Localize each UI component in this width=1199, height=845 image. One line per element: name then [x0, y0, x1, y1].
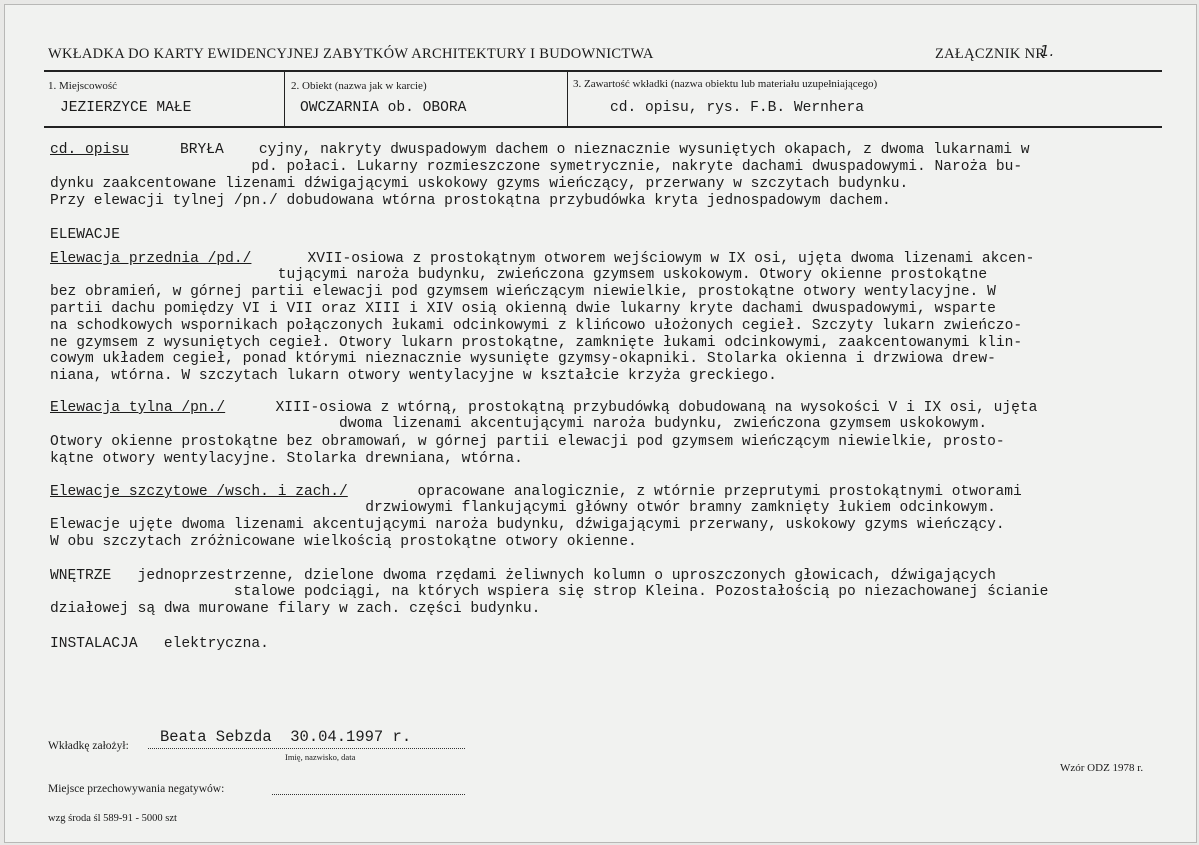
negatives-dotted-line: [272, 794, 465, 795]
body-line: Elewacje ujęte dwoma lizenami akcentującymi naroża budynku, dźwigającymi przerwany, uskokowy gzyms wieńczący.: [50, 517, 1005, 533]
elewacje-heading: ELEWACJE: [50, 227, 121, 243]
contents-label: 3. Zawartość wkładki (nazwa obiektu lub materiału uzupełniającego): [573, 78, 878, 90]
body-line: XVII-osiowa z prostokątnym otworem wejściowym w IX osi, ujęta dwoma lizenami akcen-: [290, 251, 1035, 267]
location-label: 1. Miejscowość: [48, 80, 118, 92]
body-line: BRYŁA cyjny, nakryty dwuspadowym dachem o nieznacznie wysuniętych okapach, z dwoma lukarnami w: [180, 142, 1030, 158]
body-line: niana, wtórna. W szczytach lukarn otwory wentylacyjne w kształcie krzyża greckiego.: [50, 368, 777, 384]
body-line: kątne otwory wentylacyjne. Stolarka drewniana, wtórna.: [50, 451, 523, 467]
body-line: działowej są dwa murowane filary w zach. części budynku.: [50, 601, 541, 617]
body-line: WNĘTRZE jednoprzestrzenne, dzielone dwoma rzędami żeliwnych kolumn o uproszczonych głowicach, dźwigających: [50, 568, 996, 584]
body-line: drzwiowymi flankującymi główny otwór bramny zamknięty łukiem odcinkowym.: [50, 500, 996, 516]
created-dotted-line: [148, 748, 465, 749]
body-line: W obu szczytach zróżnicowane wielkością prostokątne otwory okienne.: [50, 534, 637, 550]
attachment-label: ZAŁĄCZNIK NR: [935, 46, 1046, 62]
template-label: Wzór ODZ 1978 r.: [1060, 762, 1144, 774]
body-line: Otwory okienne prostokątne bez obramowań, w górnej partii elewacji pod gzymsem wieńczącym niewielkie, prosto-: [50, 434, 1005, 450]
body-line: Przy elewacji tylnej /pn./ dobudowana wtórna prostokątna przybudówka kryta jednospadowym dachem.: [50, 193, 891, 209]
body-line: cowym układem cegieł, ponad którymi nieznacznie wysunięte gzymsy-okapniki. Stolarka okienna i drzwiowa drew-: [50, 351, 996, 367]
elewacje-szczytowe-label: Elewacje szczytowe /wsch. i zach./: [50, 484, 348, 500]
created-value: Beata Sebzda 30.04.1997 r.: [160, 728, 412, 746]
print-info: wzg środa śl 589-91 - 5000 szt: [48, 813, 177, 824]
body-line: XIII-osiowa z wtórną, prostokątną przybudówką dobudowaną na wysokości V i IX osi, ujęta: [258, 400, 1038, 416]
object-value: OWCZARNIA ob. OBORA: [300, 100, 467, 116]
body-line: na schodkowych wspornikach połączonych łukami odcinkowymi z klińcowo ułożonych cegieł. Szczyty lukarn zwieńczo-: [50, 318, 1023, 334]
location-value: JEZIERZYCE MAŁE: [60, 100, 192, 116]
body-line: tującymi naroża budynku, zwieńczona gzymsem uskokowym. Otwory okienne prostokątne: [50, 267, 988, 283]
body-line: dwoma lizenami akcentującymi naroża budynku, zwieńczona gzymsem uskokowym.: [50, 416, 988, 432]
body-line: ne gzymsem z wysuniętych cegieł. Otwory lukarn prostokątne, zamknięte łukami odcinkowymi, zaakcentowanymi klin-: [50, 335, 1023, 351]
negatives-label: Miejsce przechowywania negatywów:: [48, 783, 225, 795]
created-caption: Imię, nazwisko, data: [285, 752, 356, 762]
elewacja-tylna-label: Elewacja tylna /pn./: [50, 400, 226, 416]
attachment-number: 1.: [1040, 42, 1055, 60]
body-line: stalowe podciągi, na których wspiera się strop Kleina. Pozostałością po niezachowanej ścianie: [50, 584, 1049, 600]
body-line: pd. połaci. Lukarny rozmieszczone symetrycznie, nakryte dachami dwuspadowymi. Naroża bu-: [50, 159, 1023, 175]
elewacja-przednia-label: Elewacja przednia /pd./: [50, 251, 252, 267]
body-line: INSTALACJA elektryczna.: [50, 636, 269, 652]
body-line: opracowane analogicznie, z wtórnie przeprutymi prostokątnymi otworami: [400, 484, 1022, 500]
form-title: WKŁADKA DO KARTY EWIDENCYJNEJ ZABYTKÓW ARCHITEKTURY I BUDOWNICTWA: [48, 46, 654, 62]
body-line: partii dachu pomiędzy VI i VII oraz XIII i XIV osią okienną dwie lukarny kryte dachami dwuspadowymi, wsparte: [50, 301, 996, 317]
body-line: bez obramień, w górnej partii elewacji pod gzymsem wieńczącym niewielkie, prostokątne otwory wentylacyjne. W: [50, 284, 996, 300]
object-label: 2. Obiekt (nazwa jak w karcie): [291, 80, 427, 92]
body-line: dynku zaakcentowane lizenami dźwigającymi uskokowy gzyms wieńczący, przerwany w szczytach budynku.: [50, 176, 909, 192]
cd-opisu-label: cd. opisu: [50, 142, 129, 158]
contents-value: cd. opisu, rys. F.B. Wernhera: [610, 100, 864, 116]
created-label: Wkładkę założył:: [48, 740, 129, 752]
